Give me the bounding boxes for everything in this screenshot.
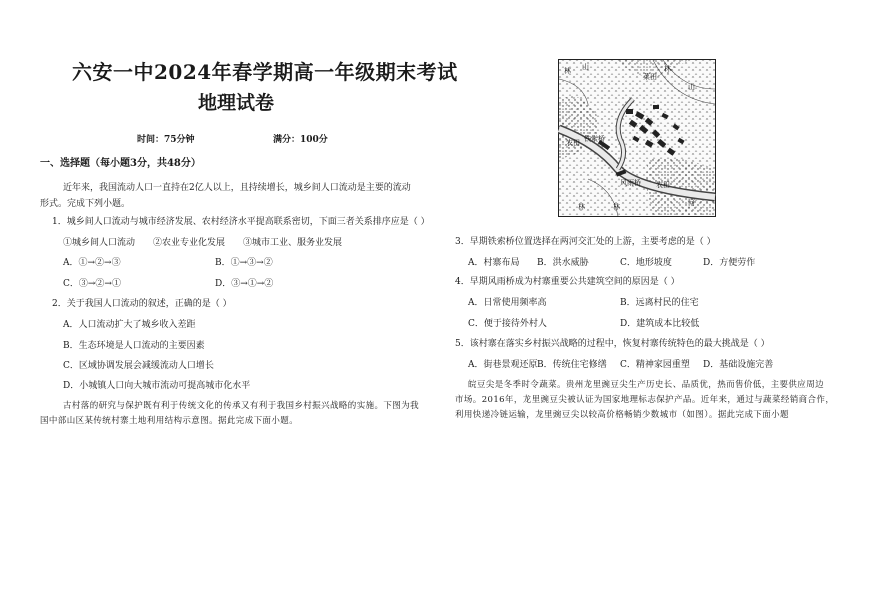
- passage-3-line-3: 利用快递冷链运输，龙里豌豆尖以较高价格畅销少数城市（如图）。据此完成下面小题: [455, 410, 789, 420]
- village-land-use-map: [558, 59, 716, 217]
- map-label-vegetable: 菜田: [643, 73, 657, 81]
- q3-stem: 3．早期铁索桥位置选择在两河交汇处的上游，主要考虑的是（ ）: [455, 237, 716, 247]
- map-label-farmland-right: 农田: [656, 181, 670, 189]
- map-label-forest-2: 林: [664, 65, 671, 73]
- q5-option-b[interactable]: B．传统住宅修缮: [537, 360, 607, 370]
- intro-line-2: 形式。完成下列小题。: [40, 199, 131, 209]
- q1-item-1: ①城乡间人口流动: [63, 238, 136, 248]
- q3-option-d[interactable]: D．方便劳作: [703, 258, 756, 268]
- map-label-iron-rope-bridge: 铁索桥: [584, 135, 605, 143]
- map-label-mountain-2: 山: [688, 83, 695, 91]
- q3-option-b[interactable]: B．洪水威胁: [537, 258, 589, 268]
- q2-option-d[interactable]: D．小城镇人口向大城市流动可提高城市化水平: [63, 381, 251, 391]
- q5-option-c[interactable]: C．精神家园重塑: [620, 360, 690, 370]
- section-heading: 一、选择题（每小题3分，共48分）: [40, 158, 201, 169]
- q3-option-a[interactable]: A．村寨布局: [468, 258, 520, 268]
- q2-option-b[interactable]: B．生态环境是人口流动的主要因素: [63, 341, 205, 351]
- map-label-river: 河: [688, 199, 695, 207]
- passage-2-line-1: 古村落的研究与保护既有利于传统文化的传承又有利于我国乡村振兴战略的实施。下图为我: [63, 401, 420, 411]
- q1-option-d[interactable]: D．③→①→②: [215, 279, 274, 289]
- exam-subtitle: 地理试卷: [198, 92, 275, 114]
- passage-3-line-2: 市场。2016年，龙里豌豆尖被认证为国家地理标志保护产品。近年来，通过与蔬菜经销商合作，: [455, 395, 835, 405]
- q4-option-d[interactable]: D．建筑成本比较低: [620, 319, 700, 329]
- q5-stem: 5．该村寨在落实乡村振兴战略的过程中，恢复村寨传统特色的最大挑战是（ ）: [455, 339, 770, 349]
- q5-option-d[interactable]: D．基础设施完善: [703, 360, 774, 370]
- q1-option-c[interactable]: C．③→②→①: [63, 279, 121, 289]
- q4-option-c[interactable]: C．便于接待外村人: [468, 319, 547, 329]
- q1-option-b[interactable]: B．①→③→②: [215, 258, 273, 268]
- passage-2-line-2: 国中部山区某传统村寨土地利用结构示意图。据此完成下面小题。: [40, 416, 299, 426]
- map-label-farmland-left: 农田: [566, 139, 580, 147]
- q1-item-3: ③城市工业、服务业发展: [243, 238, 343, 248]
- passage-3-line-1: 皖豆尖是冬季时令蔬菜。贵州龙里豌豆尖生产历史长、品质优，热而售价低，主要供应周边: [468, 380, 825, 390]
- q2-option-a[interactable]: A．人口流动扩大了城乡收入差距: [63, 320, 196, 330]
- exam-time: 时间：75分钟: [137, 135, 195, 145]
- map-label-mountain-1: 山: [582, 63, 589, 71]
- map-label-wind-rain-bridge: 风雨桥: [620, 179, 641, 187]
- q2-stem: 2．关于我国人口流动的叙述，正确的是（ ）: [52, 299, 232, 309]
- intro-line-1: 近年来，我国流动人口一直持在2亿人以上，且持续增长，城乡间人口流动是主要的流动: [63, 183, 411, 193]
- q1-item-2: ②农业专业化发展: [153, 238, 226, 248]
- q1-option-a[interactable]: A．①→②→③: [63, 258, 121, 268]
- q3-option-c[interactable]: C．地形坡度: [620, 258, 672, 268]
- map-label-forest-4: 林: [613, 203, 620, 211]
- exam-score: 满分：100分: [273, 135, 328, 145]
- q4-option-b[interactable]: B．远离村民的住宅: [620, 298, 699, 308]
- map-label-forest-1: 林: [564, 67, 571, 75]
- q1-stem: 1．城乡间人口流动与城市经济发展、农村经济水平提高联系密切，下面三者关系排序应是（ ）: [52, 217, 430, 227]
- map-label-forest-3: 林: [578, 203, 585, 211]
- exam-title: 六安一中2024年春学期高一年级期末考试: [72, 60, 458, 84]
- q2-option-c[interactable]: C．区域协调发展会减缓流动人口增长: [63, 361, 214, 371]
- q4-option-a[interactable]: A．日常使用频率高: [468, 298, 547, 308]
- q4-stem: 4．早期风雨桥成为村寨重要公共建筑空间的原因是（ ）: [455, 277, 680, 287]
- q5-option-a[interactable]: A．街巷景观还原: [468, 360, 538, 370]
